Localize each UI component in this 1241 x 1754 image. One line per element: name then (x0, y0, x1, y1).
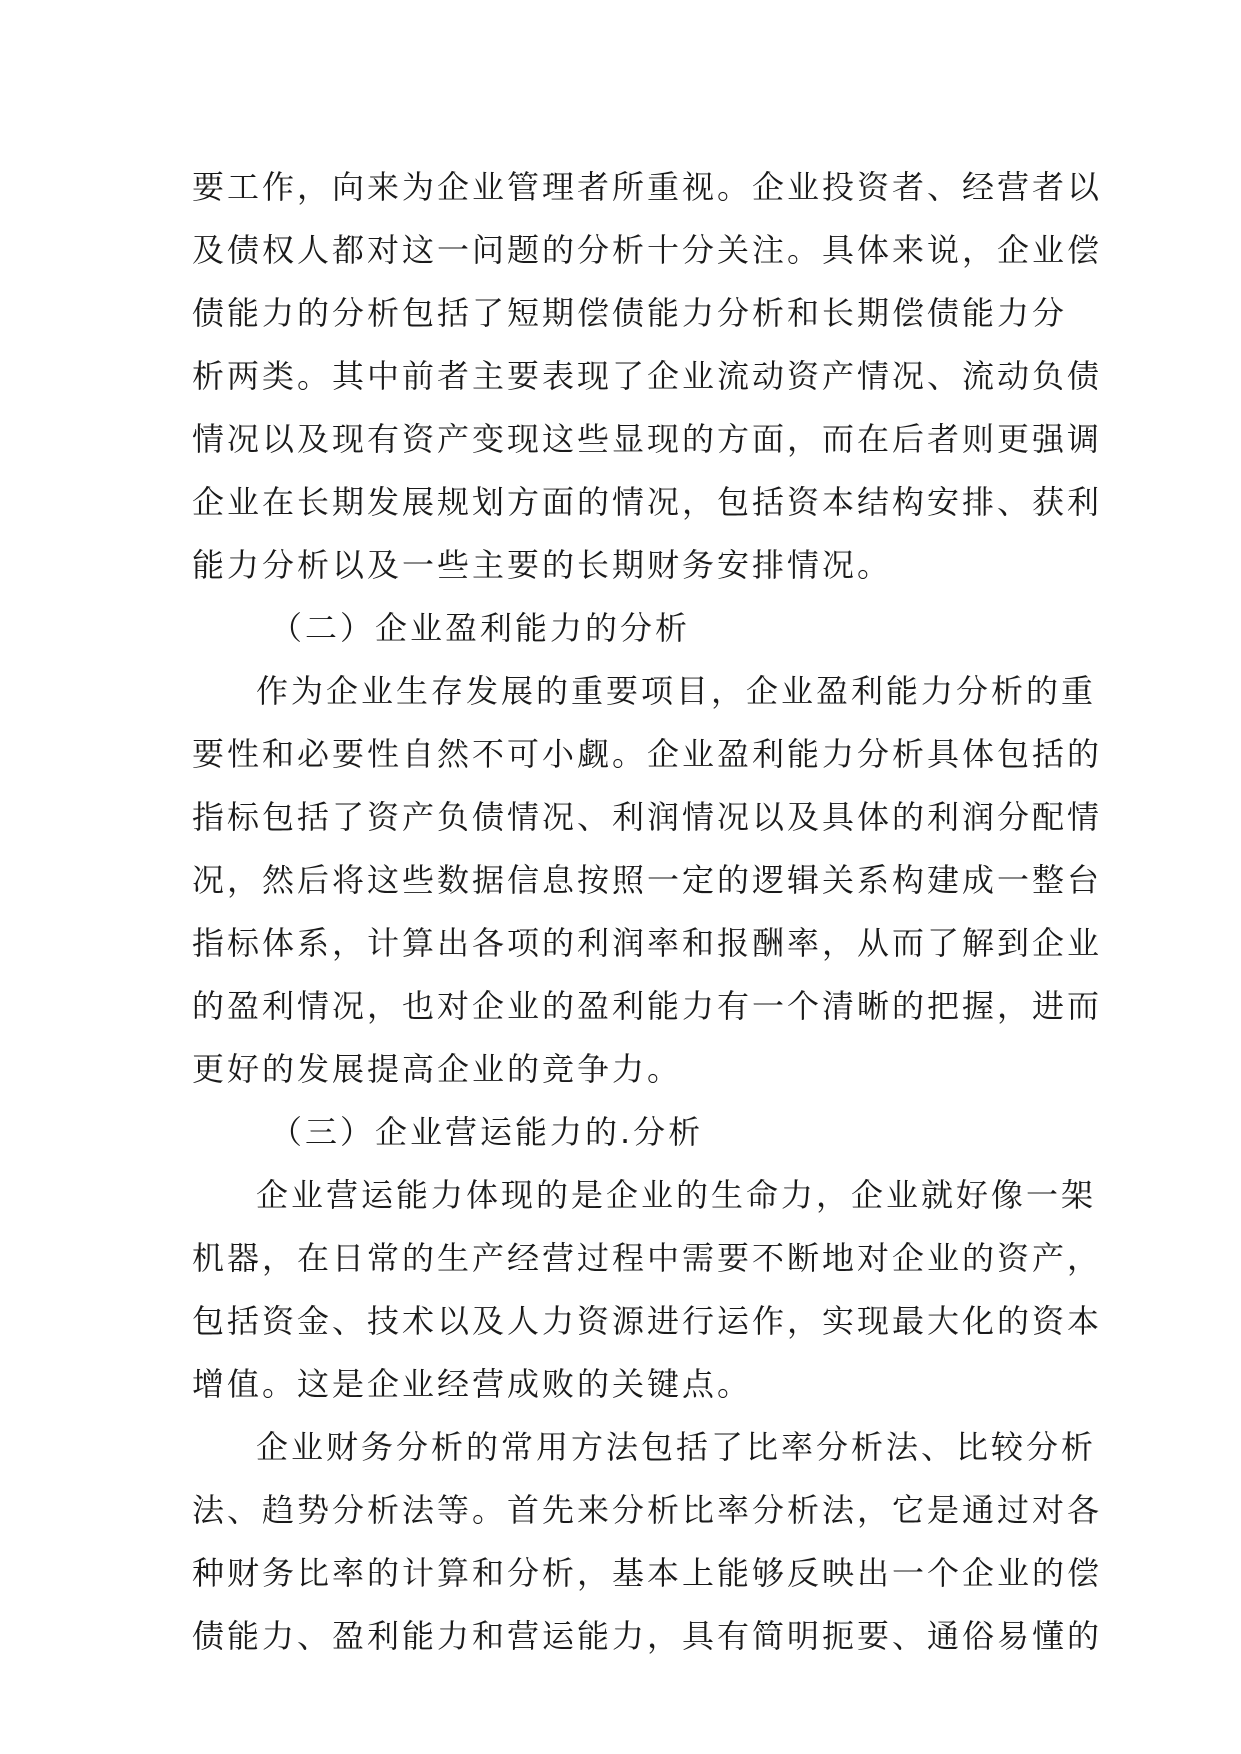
paragraph-first-line: 作为企业生存发展的重要项目，企业盈利能力分析的重 (256, 672, 1097, 710)
text-line: 增值。这是企业经营成败的关键点。 (192, 1365, 753, 1403)
text-line: 机器，在日常的生产经营过程中需要不断地对企业的资产， (192, 1239, 1103, 1277)
text-line: 企业在长期发展规划方面的情况，包括资本结构安排、获利 (192, 483, 1103, 521)
section-heading: （三）企业营运能力的.分析 (270, 1113, 704, 1151)
text-line: 要工作，向来为企业管理者所重视。企业投资者、经营者以 (192, 168, 1103, 206)
text-line: 析两类。其中前者主要表现了企业流动资产情况、流动负债 (192, 357, 1103, 395)
text-line: 及债权人都对这一问题的分析十分关注。具体来说，企业偿 (192, 231, 1103, 269)
text-line: 要性和必要性自然不可小觑。企业盈利能力分析具体包括的 (192, 735, 1103, 773)
text-line: 包括资金、技术以及人力资源进行运作，实现最大化的资本 (192, 1302, 1103, 1340)
text-line: 债能力、盈利能力和营运能力，具有简明扼要、通俗易懂的 (192, 1617, 1103, 1655)
text-line: 指标体系，计算出各项的利润率和报酬率，从而了解到企业 (192, 924, 1103, 962)
document-body (192, 156, 1103, 1668)
text-line: 情况以及现有资产变现这些显现的方面，而在后者则更强调 (192, 420, 1103, 458)
text-line: 指标包括了资产负债情况、利润情况以及具体的利润分配情 (192, 798, 1103, 836)
text-line: 种财务比率的计算和分析，基本上能够反映出一个企业的偿 (192, 1554, 1103, 1592)
text-line: 法、趋势分析法等。首先来分析比率分析法，它是通过对各 (192, 1491, 1103, 1529)
text-line: 的盈利情况，也对企业的盈利能力有一个清晰的把握，进而 (192, 987, 1103, 1025)
text-line: 能力分析以及一些主要的长期财务安排情况。 (192, 546, 893, 584)
paragraph-first-line: 企业财务分析的常用方法包括了比率分析法、比较分析 (256, 1428, 1097, 1466)
text-line: 更好的发展提高企业的竞争力。 (192, 1050, 683, 1088)
paragraph-first-line: 企业营运能力体现的是企业的生命力，企业就好像一架 (256, 1176, 1097, 1214)
text-line: 况，然后将这些数据信息按照一定的逻辑关系构建成一整台 (192, 861, 1103, 899)
text-line: 债能力的分析包括了短期偿债能力分析和长期偿债能力分 (192, 294, 1068, 332)
section-heading: （二）企业盈利能力的分析 (270, 609, 691, 647)
